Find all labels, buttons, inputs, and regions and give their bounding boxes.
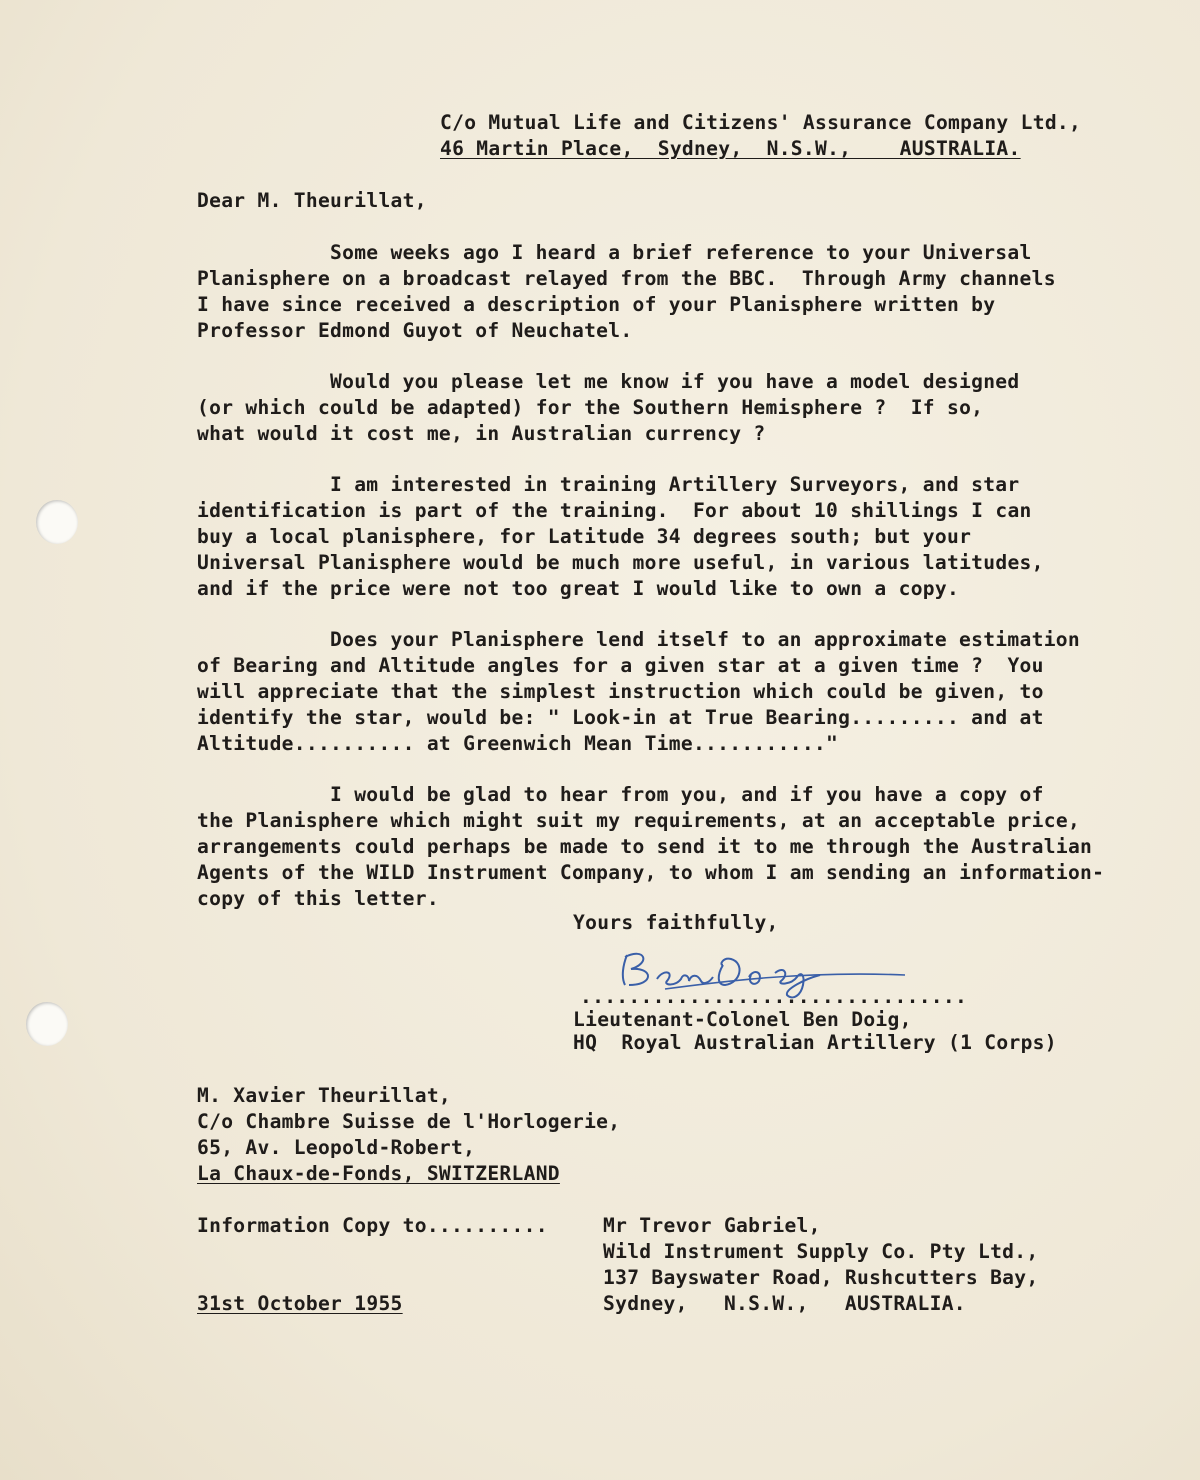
- paragraph-5-line: I would be glad to hear from you, and if you have a copy of: [330, 783, 1044, 806]
- recipient-line: C/o Chambre Suisse de l'Horlogerie,: [197, 1110, 621, 1133]
- paragraph-1-line: Planisphere on a broadcast relayed from the BBC. Through Army channels: [197, 267, 1056, 290]
- paragraph-5-line: Agents of the WILD Instrument Company, to whom I am sending an information-: [197, 861, 1105, 884]
- paragraph-3-line: identification is part of the training. For about 10 shillings I can: [197, 499, 1032, 522]
- paragraph-3-line: I am interested in training Artillery Surveyors, and star: [330, 473, 1020, 496]
- signatory-unit: HQ Royal Australian Artillery (1 Corps): [573, 1031, 1057, 1054]
- letter-date: 31st October 1955: [197, 1292, 403, 1315]
- salutation: Dear M. Theurillat,: [197, 189, 427, 212]
- paragraph-4-line: Altitude.......... at Greenwich Mean Time...........": [197, 732, 839, 755]
- sender-address-line-2: 46 Martin Place, Sydney, N.S.W., AUSTRALIA.: [440, 137, 1021, 160]
- paragraph-2-line: (or which could be adapted) for the Southern Hemisphere ? If so,: [197, 396, 984, 419]
- recipient-line: M. Xavier Theurillat,: [197, 1084, 452, 1107]
- sender-address-line-1: C/o Mutual Life and Citizens' Assurance Company Ltd.,: [440, 111, 1082, 134]
- copy-to-line: Wild Instrument Supply Co. Pty Ltd.,: [603, 1240, 1039, 1263]
- punch-hole-top: [36, 500, 78, 544]
- paragraph-5-line: copy of this letter.: [197, 887, 439, 910]
- valediction: Yours faithfully,: [573, 911, 779, 934]
- punch-hole-bottom: [26, 1002, 68, 1046]
- copy-to-line: 137 Bayswater Road, Rushcutters Bay,: [603, 1266, 1039, 1289]
- paragraph-3-line: Universal Planisphere would be much more useful, in various latitudes,: [197, 551, 1044, 574]
- signatory-name: Lieutenant-Colonel Ben Doig,: [573, 1008, 912, 1031]
- copy-to-label: Information Copy to..........: [197, 1214, 548, 1237]
- paragraph-1-line: I have since received a description of your Planisphere written by: [197, 293, 996, 316]
- paragraph-5-line: arrangements could perhaps be made to send it to me through the Australian: [197, 835, 1093, 858]
- paragraph-4-line: Does your Planisphere lend itself to an approximate estimation: [330, 628, 1080, 651]
- paragraph-1-line: Professor Edmond Guyot of Neuchatel.: [197, 319, 633, 342]
- paragraph-5-line: the Planisphere which might suit my requirements, at an acceptable price,: [197, 809, 1081, 832]
- recipient-line: 65, Av. Leopold-Robert,: [197, 1136, 476, 1159]
- signature-dotted-line: ................................: [580, 985, 968, 1008]
- paragraph-3-line: buy a local planisphere, for Latitude 34 degrees south; but your: [197, 525, 972, 548]
- paragraph-2-line: what would it cost me, in Australian currency ?: [197, 422, 766, 445]
- copy-to-line: Sydney, N.S.W., AUSTRALIA.: [603, 1292, 966, 1315]
- paragraph-4-line: will appreciate that the simplest instruction which could be given, to: [197, 680, 1044, 703]
- paragraph-1-line: Some weeks ago I heard a brief reference to your Universal: [330, 241, 1032, 264]
- recipient-line: La Chaux-de-Fonds, SWITZERLAND: [197, 1162, 560, 1185]
- paragraph-4-line: of Bearing and Altitude angles for a given star at a given time ? You: [197, 654, 1044, 677]
- copy-to-line: Mr Trevor Gabriel,: [603, 1214, 821, 1237]
- paragraph-3-line: and if the price were not too great I would like to own a copy.: [197, 577, 960, 600]
- paragraph-2-line: Would you please let me know if you have a model designed: [330, 370, 1020, 393]
- paragraph-4-line: identify the star, would be: " Look-in at True Bearing......... and at: [197, 706, 1044, 729]
